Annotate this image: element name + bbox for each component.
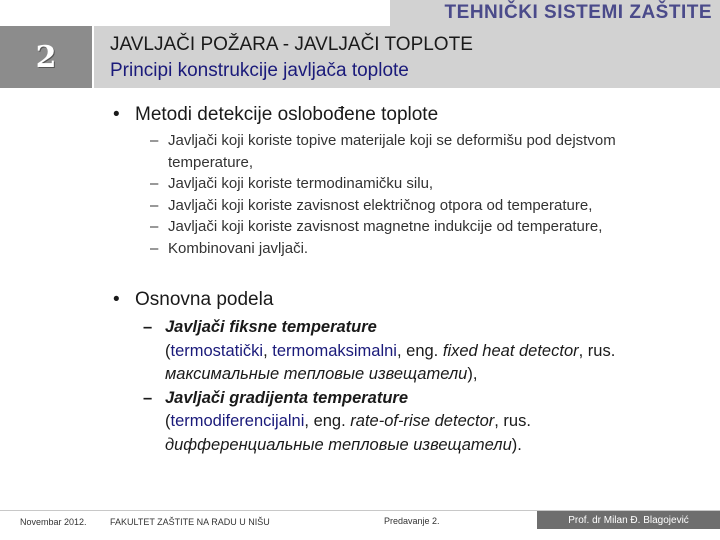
slide-number-band <box>0 26 92 88</box>
eng-prefix: , eng. <box>304 412 351 430</box>
term-thermodifferential: termodiferencijalni <box>170 412 305 430</box>
rus-prefix: , rus. <box>578 341 616 360</box>
eng-term: rate-of-rise detector <box>350 412 495 430</box>
rus-prefix: , rus. <box>494 412 531 430</box>
footer-faculty: FAKULTET ZAŠTITE NA RADU U NIŠU <box>110 517 270 527</box>
dash-marker: – <box>150 239 159 257</box>
basic-division-list <box>143 316 683 457</box>
list-item <box>150 238 670 260</box>
list-item-text: Javljači koji koriste zavisnost magnetne indukcije od temperature, <box>168 218 603 235</box>
list-item-text: Javljači koji koriste termodinamičku silu, <box>168 175 434 192</box>
paren-close: ). <box>511 435 522 454</box>
term-thermostatic: termostatički <box>170 341 264 360</box>
paren-open: ( <box>165 341 171 360</box>
dash-marker: – <box>150 175 159 192</box>
gradient-temperature-description <box>143 410 683 457</box>
list-item <box>150 195 670 217</box>
slide-number: 2 <box>35 39 57 75</box>
detection-methods-list <box>150 130 670 259</box>
dash-marker: – <box>143 388 153 407</box>
dash-marker: – <box>150 218 159 235</box>
section1-heading <box>113 104 438 126</box>
eng-term: fixed heat detector <box>442 341 579 360</box>
list-item <box>150 173 670 195</box>
paren-close: ), <box>467 365 478 383</box>
section2-heading-text: Osnovna podela <box>135 289 274 310</box>
rus-term: максимальные тепловые извещатели <box>165 365 468 383</box>
slide-title: JAVLJAČI POŽARA - JAVLJAČI TOPLOTE <box>110 34 473 55</box>
footer-date: Novembar 2012. <box>20 517 87 527</box>
gradient-temperature-title: Javljači gradijenta temperature <box>165 388 409 407</box>
fixed-temperature-description <box>143 340 683 387</box>
dash-marker: – <box>150 132 159 149</box>
section2-heading <box>113 289 273 311</box>
term-thermomaximal: termomaksimalni <box>272 341 397 360</box>
paren-open: ( <box>165 412 171 430</box>
fixed-temperature-title: Javljači fiksne temperature <box>165 318 377 336</box>
bullet-marker: • <box>113 289 120 310</box>
section1-heading-text: Metodi detekcije oslobođene toplote <box>135 104 439 125</box>
dash-marker: – <box>143 318 153 336</box>
footer-lecture: Predavanje 2. <box>384 516 440 526</box>
rus-term: дифференциальные тепловые извещатели <box>165 435 512 454</box>
dash-marker: – <box>150 196 159 214</box>
eng-prefix: , eng. <box>396 341 443 360</box>
separator: , <box>263 341 273 360</box>
gradient-temperature-heading <box>143 387 683 411</box>
slide-subtitle: Principi konstrukcije javljača toplote <box>110 60 409 81</box>
course-title: TEHNIČKI SISTEMI ZAŠTITE <box>390 0 720 26</box>
list-item-text: Javljači koji koriste zavisnost električnog otpora od temperature, <box>168 196 593 214</box>
list-item <box>150 130 670 173</box>
list-item-text: Kombinovani javljači. <box>168 239 309 257</box>
list-item-text: Javljači koji koriste topive materijale koji se deformišu pod dejstvom temperature, <box>168 132 616 171</box>
slide-header <box>94 26 720 88</box>
bullet-marker: • <box>113 104 120 125</box>
fixed-temperature-heading <box>143 316 683 340</box>
list-item <box>150 216 670 238</box>
footer-author: Prof. dr Milan Đ. Blagojević <box>537 511 720 529</box>
